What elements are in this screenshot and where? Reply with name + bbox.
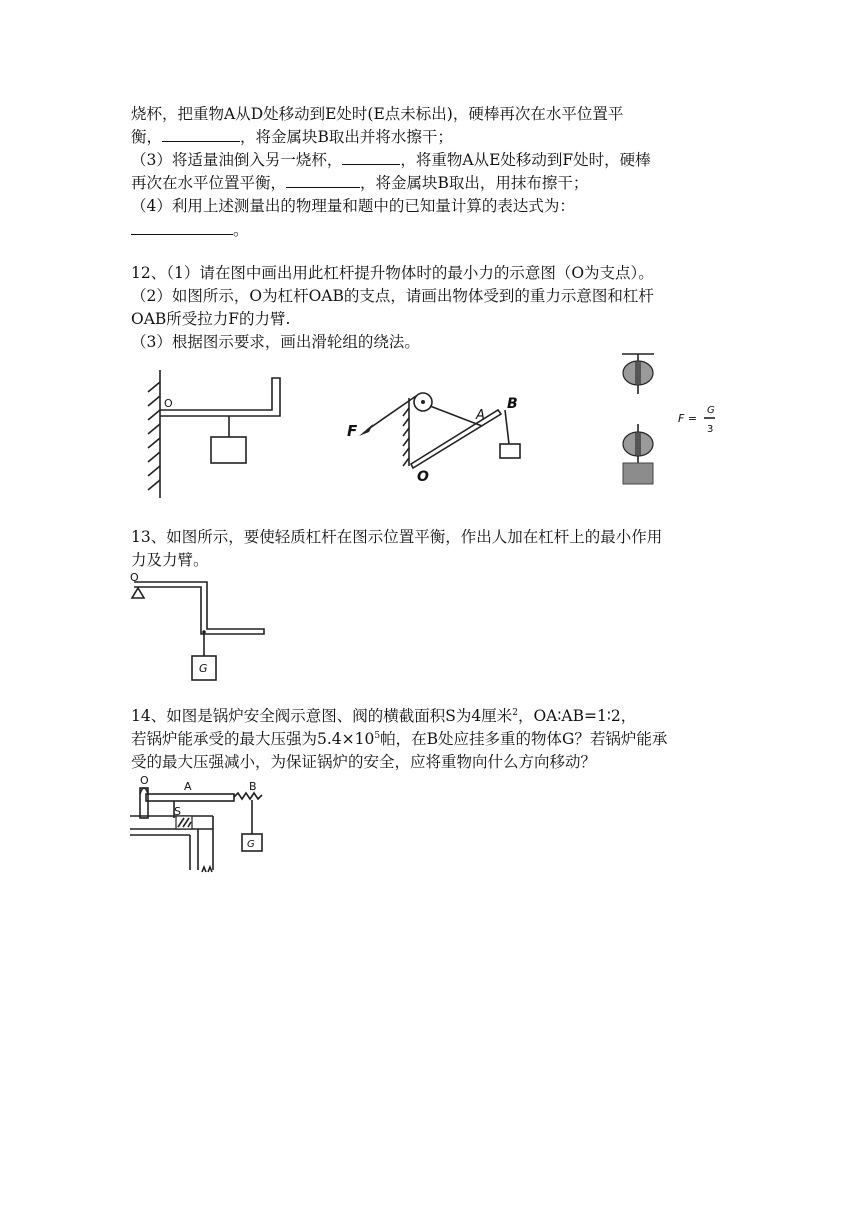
label-g: G — [199, 662, 208, 675]
figure-safety-valve — [128, 770, 280, 882]
label-s: S — [174, 805, 181, 818]
label-f: F — [347, 422, 358, 440]
question-13: 13、如图所示，要使轻质杠杆在图示位置平衡，作出人加在杠杆上的最小作用 — [131, 528, 663, 546]
formula-lhs: F = — [678, 412, 698, 425]
text-line: OAB所受拉力F的力臂. — [131, 310, 291, 328]
answer-blank[interactable] — [131, 220, 233, 235]
text-line: 若锅炉能承受的最大压强为$5.4\times 10^5$帕，在B处应挂多重的物体G？若锅炉能承 — [131, 730, 668, 748]
label-a: A — [184, 780, 192, 793]
label-o: O — [164, 397, 173, 410]
text-line: 。 — [131, 219, 249, 241]
text-line: 再次在水平位置平衡， ，将金属块B取出，用抹布擦干； — [131, 174, 589, 192]
figure-pulley-block — [612, 346, 724, 490]
label-o: O — [417, 469, 429, 485]
figure-inclined-lever — [345, 380, 535, 485]
question-12: 12、（1）请在图中画出用此杠杆提升物体时的最小力的示意图（O为支点）。 — [131, 264, 654, 282]
label-o: O — [130, 571, 139, 584]
label-a: A — [476, 408, 485, 423]
text-line: （2）如图所示，O为杠杆OAB的支点，请画出物体受到的重力示意图和杠杆 — [131, 287, 654, 305]
answer-blank[interactable] — [162, 127, 240, 142]
formula-denominator: 3 — [707, 424, 714, 435]
label-b: B — [249, 780, 257, 793]
formula-numerator: G — [707, 405, 715, 416]
label-g: G — [247, 839, 255, 850]
text-line: 衡， ，将金属块B取出并将水擦干； — [131, 128, 453, 146]
text-line: 力及力臂。 — [131, 551, 209, 569]
answer-blank[interactable] — [286, 173, 360, 188]
text-line: 烧杯，把重物A从D处移动到E处时(E点未标出)，硬棒再次在水平位置平 — [131, 105, 624, 123]
answer-blank[interactable] — [342, 150, 400, 165]
figure-stepped-lever — [128, 572, 270, 684]
text-line: （3）根据图示要求，画出滑轮组的绕法。 — [131, 333, 420, 351]
text-line: （4）利用上述测量出的物理量和题中的已知量计算的表达式为： — [131, 197, 575, 215]
label-o: O — [140, 774, 149, 787]
question-14: 14、如图是锅炉安全阀示意图、阀的横截面积S为4厘米$^2$，OA∶AB=1∶2， — [131, 707, 637, 725]
figure-wall-lever — [138, 368, 288, 500]
text-line: （3）将适量油倒入另一烧杯， ，将重物A从E处移动到F处时，硬棒 — [131, 151, 651, 169]
label-b: B — [507, 396, 518, 412]
text-line: 受的最大压强减小，为保证锅炉的安全，应将重物向什么方向移动？ — [131, 753, 597, 771]
